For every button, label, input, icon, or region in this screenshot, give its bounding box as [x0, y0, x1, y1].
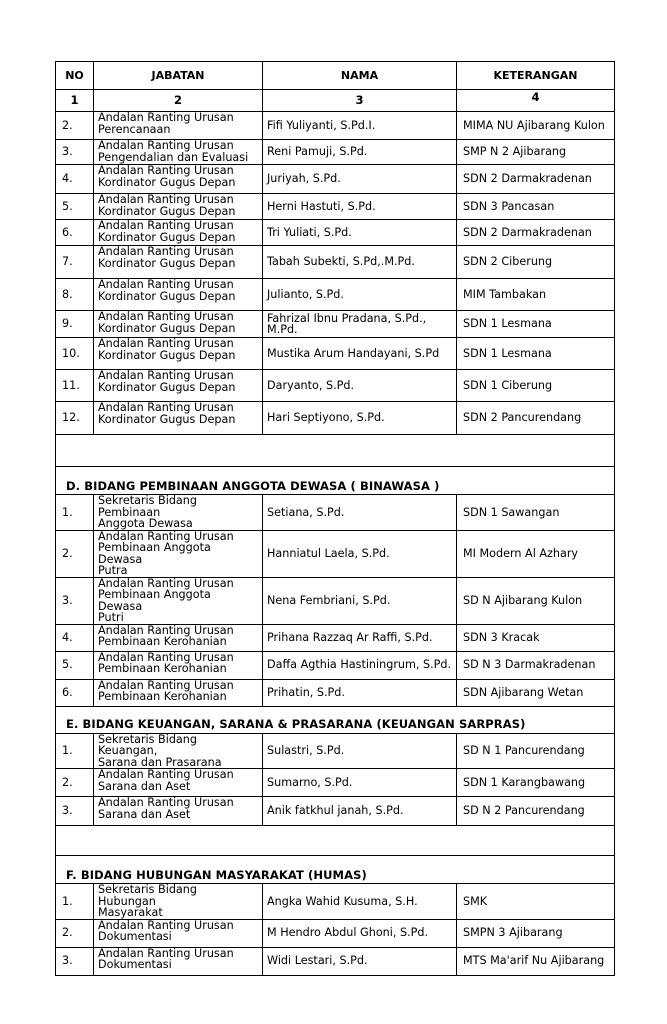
row-keterangan: SD N 1 Pancurendang — [457, 733, 615, 769]
row-keterangan: SDN 1 Ciberung — [457, 370, 615, 402]
jabatan-line: Kordinator Gugus Depan — [98, 256, 236, 270]
table-row — [56, 733, 615, 769]
row-keterangan: SMPN 3 Ajibarang — [457, 919, 615, 947]
table-row — [56, 651, 615, 679]
row-nama: Sulastri, S.Pd. — [263, 733, 457, 769]
row-nama: Mustika Arum Handayani, S.Pd — [263, 338, 457, 370]
jabatan-line: Andalan Ranting Urusan — [98, 768, 234, 781]
table-row — [56, 624, 615, 651]
row-jabatan — [94, 651, 263, 679]
row-number: 3. — [56, 797, 94, 826]
row-number: 1. — [56, 884, 94, 920]
jabatan-line: Putri — [98, 611, 124, 624]
row-jabatan — [94, 140, 263, 165]
jabatan-line: Pengendalian dan Evaluasi — [98, 150, 249, 164]
row-number: 5. — [56, 651, 94, 679]
jabatan-line: Andalan Ranting Urusan — [98, 310, 234, 323]
jabatan-line: Andalan Ranting Urusan — [98, 679, 234, 692]
jabatan-line: Andalan Ranting Urusan — [98, 947, 234, 960]
row-nama: M Hendro Abdul Ghoni, S.Pd. — [263, 919, 457, 947]
row-keterangan: MIM Tambakan — [457, 279, 615, 311]
jabatan-line: Andalan Ranting Urusan — [98, 624, 234, 637]
row-jabatan — [94, 311, 263, 338]
table-row — [56, 679, 615, 706]
row-keterangan: SDN 2 Darmakradenan — [457, 165, 615, 194]
row-nama: Widi Lestari, S.Pd. — [263, 947, 457, 975]
jabatan-line: Pembinaan Anggota Dewasa — [98, 588, 211, 613]
blank-cell — [56, 826, 615, 856]
section-title: E. BIDANG KEUANGAN, SARANA & PRASARANA (KEUANGAN SARPRAS) — [56, 706, 615, 733]
jabatan-line: Andalan Ranting Urusan — [98, 111, 234, 124]
jabatan-line: Sekretaris Bidang Hubungan — [98, 883, 197, 908]
row-keterangan: SDN Ajibarang Wetan — [457, 679, 615, 706]
row-jabatan — [94, 495, 263, 531]
jabatan-line: Andalan Ranting Urusan — [98, 245, 234, 258]
jabatan-line: Kordinator Gugus Depan — [98, 412, 236, 426]
table-row — [56, 311, 615, 338]
blank-row — [56, 435, 615, 467]
table-row — [56, 947, 615, 975]
row-keterangan: SDN 1 Lesmana — [457, 311, 615, 338]
row-jabatan — [94, 279, 263, 311]
row-keterangan: SDN 2 Darmakradenan — [457, 220, 615, 246]
row-jabatan — [94, 220, 263, 246]
table-row — [56, 279, 615, 311]
jabatan-line: Andalan Ranting Urusan — [98, 278, 234, 291]
row-number: 10. — [56, 338, 94, 370]
row-keterangan: SDN 1 Lesmana — [457, 338, 615, 370]
row-jabatan — [94, 577, 263, 624]
row-nama: Daryanto, S.Pd. — [263, 370, 457, 402]
row-number: 4. — [56, 624, 94, 651]
row-nama: Anik fatkhul janah, S.Pd. — [263, 797, 457, 826]
blank-row — [56, 826, 615, 856]
section-heading-row — [56, 856, 615, 884]
jabatan-line: Perencanaan — [98, 122, 171, 136]
jabatan-line: Andalan Ranting Urusan — [98, 164, 234, 177]
jabatan-line: Andalan Ranting Urusan — [98, 193, 234, 206]
jabatan-line: Sekretaris Bidang Pembinaan — [98, 494, 197, 519]
section-title: D. BIDANG PEMBINAAN ANGGOTA DEWASA ( BINAWASA ) — [56, 467, 615, 495]
table-row — [56, 495, 615, 531]
row-number: 3. — [56, 947, 94, 975]
jabatan-line: Pembinaan Kerohanian — [98, 690, 227, 703]
row-keterangan: SMP N 2 Ajibarang — [457, 140, 615, 165]
table-row — [56, 194, 615, 220]
row-nama: Juriyah, S.Pd. — [263, 165, 457, 194]
jabatan-line: Andalan Ranting Urusan — [98, 651, 234, 664]
row-number: 8. — [56, 279, 94, 311]
jabatan-line: Sarana dan Aset — [98, 807, 191, 821]
row-jabatan — [94, 194, 263, 220]
table-body — [56, 112, 615, 976]
row-keterangan: MTS Ma'arif Nu Ajibarang — [457, 947, 615, 975]
jabatan-line: Putra — [98, 564, 128, 577]
jabatan-line: Masyarakat — [98, 906, 163, 919]
column-number: 3 — [263, 90, 457, 112]
table-row — [56, 338, 615, 370]
jabatan-line: Kordinator Gugus Depan — [98, 348, 236, 362]
jabatan-line: Andalan Ranting Urusan — [98, 919, 234, 932]
jabatan-line: Kordinator Gugus Depan — [98, 230, 236, 244]
jabatan-line: Kordinator Gugus Depan — [98, 380, 236, 394]
row-nama: Daffa Agthia Hastiningrum, S.Pd. — [263, 651, 457, 679]
row-jabatan — [94, 733, 263, 769]
jabatan-line: Kordinator Gugus Depan — [98, 289, 236, 303]
row-number: 6. — [56, 220, 94, 246]
row-jabatan — [94, 165, 263, 194]
jabatan-line: Dokumentasi — [98, 958, 172, 971]
row-jabatan — [94, 884, 263, 920]
jabatan-line: Sarana dan Prasarana — [98, 755, 222, 769]
jabatan-line: Andalan Ranting Urusan — [98, 369, 234, 382]
row-keterangan: MI Modern Al Azhary — [457, 530, 615, 577]
jabatan-line: Andalan Ranting Urusan — [98, 401, 234, 414]
row-nama: Tabah Subekti, S.Pd,.M.Pd. — [263, 246, 457, 279]
row-jabatan — [94, 797, 263, 826]
jabatan-line: Andalan Ranting Urusan — [98, 796, 234, 809]
jabatan-line: Andalan Ranting Urusan — [98, 337, 234, 350]
row-jabatan — [94, 679, 263, 706]
row-number: 9. — [56, 311, 94, 338]
jabatan-line: Sekretaris Bidang Keuangan, — [98, 733, 197, 757]
row-nama: Prihatin, S.Pd. — [263, 679, 457, 706]
row-nama: Reni Pamuji, S.Pd. — [263, 140, 457, 165]
row-number: 2. — [56, 530, 94, 577]
row-keterangan: SDN 3 Pancasan — [457, 194, 615, 220]
section-heading-row — [56, 467, 615, 495]
row-number: 3. — [56, 577, 94, 624]
document-page — [55, 61, 614, 976]
row-number: 4. — [56, 165, 94, 194]
row-nama: Fahrizal Ibnu Pradana, S.Pd., M.Pd. — [263, 311, 457, 338]
table-row — [56, 402, 615, 435]
table-row — [56, 884, 615, 920]
jabatan-line: Kordinator Gugus Depan — [98, 204, 236, 218]
row-jabatan — [94, 338, 263, 370]
row-keterangan: SDN 2 Ciberung — [457, 246, 615, 279]
table-row — [56, 577, 615, 624]
personnel-table — [55, 61, 615, 976]
section-heading-row — [56, 706, 615, 733]
row-number: 6. — [56, 679, 94, 706]
jabatan-line: Pembinaan Anggota Dewasa — [98, 541, 211, 566]
row-nama: Sumarno, S.Pd. — [263, 769, 457, 797]
row-nama: Angka Wahid Kusuma, S.H. — [263, 884, 457, 920]
row-jabatan — [94, 919, 263, 947]
row-nama: Julianto, S.Pd. — [263, 279, 457, 311]
row-nama: Fifi Yuliyanti, S.Pd.I. — [263, 112, 457, 140]
row-jabatan — [94, 530, 263, 577]
row-keterangan: SDN 1 Karangbawang — [457, 769, 615, 797]
jabatan-line: Kordinator Gugus Depan — [98, 175, 236, 189]
row-nama: Prihana Razzaq Ar Raffi, S.Pd. — [263, 624, 457, 651]
jabatan-line: Andalan Ranting Urusan — [98, 219, 234, 232]
row-keterangan: MIMA NU Ajibarang Kulon — [457, 112, 615, 140]
row-jabatan — [94, 769, 263, 797]
row-nama: Herni Hastuti, S.Pd. — [263, 194, 457, 220]
table-row — [56, 797, 615, 826]
row-keterangan: SD N 2 Pancurendang — [457, 797, 615, 826]
row-number: 2. — [56, 769, 94, 797]
table-row — [56, 370, 615, 402]
row-keterangan: SDN 3 Kracak — [457, 624, 615, 651]
jabatan-line: Pembinaan Kerohanian — [98, 662, 227, 675]
jabatan-line: Pembinaan Kerohanian — [98, 635, 227, 648]
row-keterangan: SD N 3 Darmakradenan — [457, 651, 615, 679]
row-jabatan — [94, 402, 263, 435]
row-jabatan — [94, 370, 263, 402]
row-number: 12. — [56, 402, 94, 435]
header-jabatan: JABATAN — [94, 62, 263, 90]
row-keterangan: SDN 2 Pancurendang — [457, 402, 615, 435]
row-number: 1. — [56, 495, 94, 531]
blank-cell — [56, 435, 615, 467]
column-number: 1 — [56, 90, 94, 112]
row-nama: Hanniatul Laela, S.Pd. — [263, 530, 457, 577]
table-row — [56, 220, 615, 246]
table-row — [56, 140, 615, 165]
table-row — [56, 246, 615, 279]
jabatan-line: Dokumentasi — [98, 930, 172, 943]
row-nama: Tri Yuliati, S.Pd. — [263, 220, 457, 246]
jabatan-line: Kordinator Gugus Depan — [98, 321, 236, 335]
row-keterangan: SMK — [457, 884, 615, 920]
row-number: 1. — [56, 733, 94, 769]
row-nama: Hari Septiyono, S.Pd. — [263, 402, 457, 435]
jabatan-line: Andalan Ranting Urusan — [98, 577, 234, 590]
row-number: 2. — [56, 919, 94, 947]
header-keterangan: KETERANGAN — [457, 62, 615, 90]
jabatan-line: Sarana dan Aset — [98, 779, 191, 793]
table-row — [56, 769, 615, 797]
row-number: 11. — [56, 370, 94, 402]
header-no: NO — [56, 62, 94, 90]
jabatan-line: Anggota Dewasa — [98, 517, 193, 530]
table-header-row — [56, 62, 615, 90]
header-nama: NAMA — [263, 62, 457, 90]
row-number: 7. — [56, 246, 94, 279]
row-nama: Setiana, S.Pd. — [263, 495, 457, 531]
row-jabatan — [94, 112, 263, 140]
jabatan-line: Andalan Ranting Urusan — [98, 530, 234, 543]
row-keterangan: SD N Ajibarang Kulon — [457, 577, 615, 624]
column-number-row — [56, 90, 615, 112]
row-number: 3. — [56, 140, 94, 165]
table-row — [56, 919, 615, 947]
row-number: 5. — [56, 194, 94, 220]
column-number: 4 — [457, 90, 615, 112]
jabatan-line: Andalan Ranting Urusan — [98, 139, 234, 152]
row-jabatan — [94, 624, 263, 651]
row-jabatan — [94, 246, 263, 279]
table-row — [56, 530, 615, 577]
row-number: 2. — [56, 112, 94, 140]
section-title: F. BIDANG HUBUNGAN MASYARAKAT (HUMAS) — [56, 856, 615, 884]
table-row — [56, 112, 615, 140]
table-row — [56, 165, 615, 194]
column-number: 2 — [94, 90, 263, 112]
row-jabatan — [94, 947, 263, 975]
row-keterangan: SDN 1 Sawangan — [457, 495, 615, 531]
row-nama: Nena Fembriani, S.Pd. — [263, 577, 457, 624]
